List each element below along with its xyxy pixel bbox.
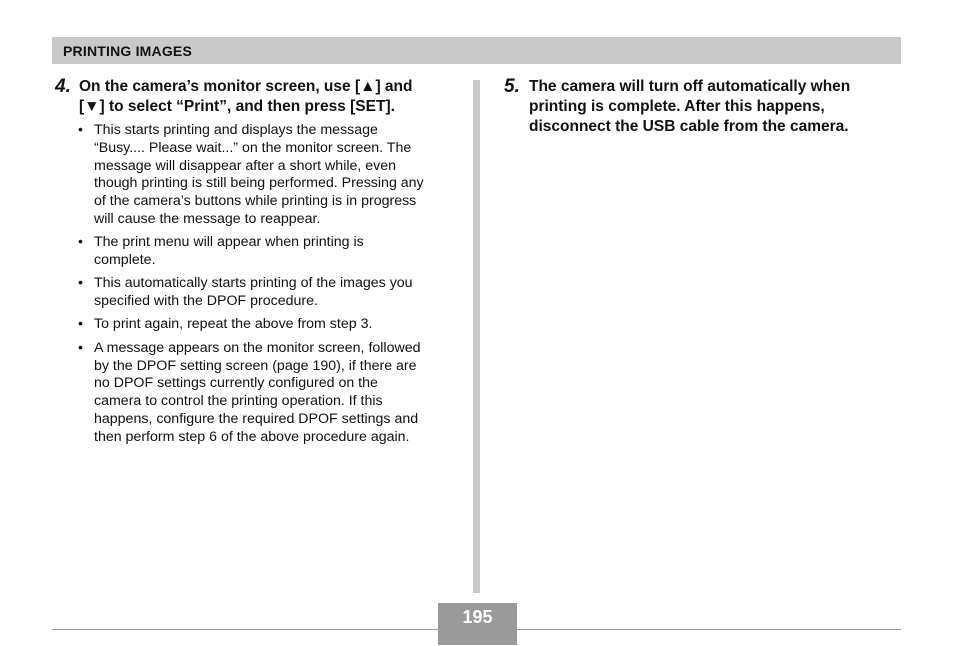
bullet-item — [78, 122, 450, 229]
step-4-number: 4. — [55, 76, 71, 97]
bullet-dot-icon: • — [78, 339, 83, 356]
bullet-text-line: This starts printing and displays the message — [94, 122, 378, 138]
section-title: PRINTING IMAGES — [63, 43, 193, 59]
bullet-text-line: no DPOF settings currently configured on the — [94, 375, 378, 392]
bullet-text-line: To print again, repeat the above from step 3. — [94, 316, 373, 333]
bullet-text-line: This automatically starts printing of the images you — [94, 275, 413, 292]
bullet-text-line: A message appears on the monitor screen, followed — [94, 339, 421, 356]
bullet-dot-icon: • — [78, 234, 83, 251]
step-5-title — [529, 77, 850, 137]
section-header-bar — [52, 37, 901, 64]
bullet-text-line: then perform step 6 of the above procedure again. — [94, 428, 410, 445]
step-5-title-line: printing is complete. After this happens, — [529, 98, 825, 115]
bullet-dot-icon: • — [78, 275, 83, 292]
page-number-box — [438, 603, 517, 645]
bullet-dot-icon: • — [78, 316, 83, 333]
bullet-dot-icon: • — [78, 122, 83, 138]
bullet-text-line: of the camera’s buttons while printing is in progress — [94, 193, 417, 210]
page-number: 195 — [462, 607, 493, 627]
step-4-bullet-list — [78, 122, 450, 452]
bullet-text-line: though printing is still being performed. Pressing any — [94, 175, 424, 192]
bullet-text-line: happens, configure the required DPOF settings and — [94, 410, 419, 427]
bullet-item — [78, 316, 450, 334]
bullet-item — [78, 340, 450, 447]
bullet-text-line: message will disappear after a short while, even — [94, 157, 397, 174]
step-5-number: 5. — [504, 76, 520, 97]
step-4-title-line: On the camera’s monitor screen, use [▲] and — [79, 78, 413, 95]
bullet-item — [78, 275, 450, 311]
bullet-text-line: by the DPOF setting screen (page 190), if there are — [94, 357, 417, 374]
column-divider — [473, 80, 480, 593]
step-4-title-line: [▼] to select “Print”, and then press [SET]. — [79, 98, 395, 115]
bullet-text-line: will cause the message to reappear. — [94, 210, 321, 227]
bullet-text-line: complete. — [94, 252, 156, 269]
step-5-title-line: The camera will turn off automatically when — [529, 78, 851, 95]
bullet-text-line: “Busy.... Please wait...” on the monitor screen. The — [94, 139, 412, 156]
step-5-title-line: disconnect the USB cable from the camera. — [529, 118, 849, 135]
bullet-text-line: camera to control the printing operation. If this — [94, 393, 383, 410]
bullet-text-line: The print menu will appear when printing is — [94, 234, 364, 251]
bullet-text-line: specified with the DPOF procedure. — [94, 293, 318, 310]
bullet-item — [78, 234, 450, 270]
step-4-title — [79, 77, 412, 117]
